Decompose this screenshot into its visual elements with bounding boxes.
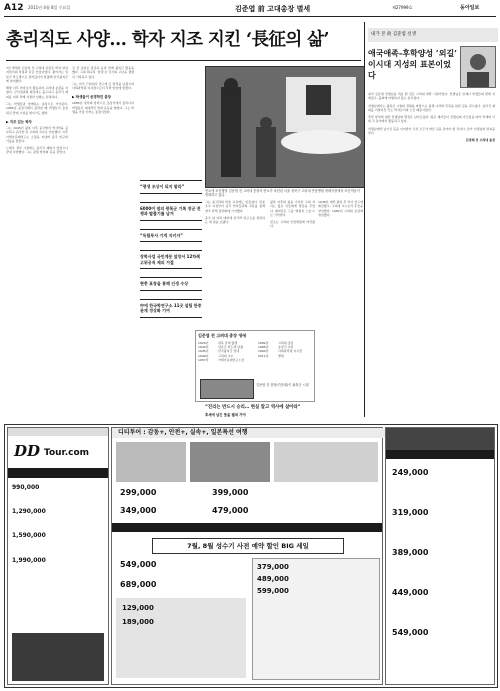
ad-price: 1,290,000 [12,508,46,516]
sidebar-divider [364,22,365,417]
table-row: 1982년 고려대 총장 [258,341,294,345]
pull-quote: 6000여 점의 광복군 기록 장군 전쟁과 탈출기를 남겨 [140,202,202,221]
old-photo [200,379,254,399]
paragraph: 중국 내 여러 대학에 한국학 연구소를 설립하는 데 힘을 보탰다. [205,215,265,225]
paragraph: 7일 별세한 김준엽 전 고려대 총장은 학자 양심 지킴이의 상징과 같은 인물이었다. 젊어서는 일본군 학도병으로 끌려갔다가 탈출해 한국광복군에 참여했다. [6,66,68,83]
ad-price: 379,000 [257,563,289,571]
table-row: 2011년 별세 [258,353,284,358]
paragraph: 해방 이후 학자로서 활동하며 고려대 총장을 지냈다. 군사정권의 회유에도 불구하고 총리직 제의를 여러 차례 거절한 일화는 유명하다. [6,86,68,99]
ad-price: 990,000 [12,484,40,491]
ad-price-list [12,486,104,563]
paragraph: 그는 1945년 광복 이후 중국에서 역사학을 공부하고 귀국한 뒤 고려대 교수로 부임했다. 이후 아세아문제연구소 소장을 지내며 중국 연구의 기틀을 닦았다. [6,125,68,143]
article-column-1 [6,66,68,409]
article-column-3 [205,200,265,325]
ad-photo [190,442,270,482]
ad-price: 389,000 [392,548,429,557]
pull-quote: 장학사업 국민계몽 앞장서 12차례 고위공직 제의 거절 [140,250,202,269]
main-headline: 총리직도 사양… 학자 지조 지킨 ‘長征의 삶’ [6,30,329,50]
article-column-4 [270,200,315,325]
table-row: 1945년 한국광복군 입대 [198,349,240,354]
tour-ad-left [7,427,109,685]
issue-date: 2011년 4월 8일 수요일 [28,5,71,10]
subheading: ▶ 지조 있는 학자 [6,119,32,124]
paragraph: 김 전 총장은 장준하 등과 함께 광복군 활동을 했다. 그의 회고록 ‘장정’은 당시의 고난을 생생히 기록하고 있다. [72,66,134,79]
paragraph: 후학 양성에 대한 선생님의 열정은 남다르셨다. 많은 제자들이 선생님의 가르침을 따라 학계와 사회 각 분야에서 활동하고 있다. [368,115,495,124]
ad-photo [274,442,378,482]
ad-top-strip [8,428,108,436]
paragraph: 빈소는 고려대 안암병원에 마련됐다. [270,220,315,229]
sidebar-signature: 김정배 전 고려대 총장 [465,138,495,143]
article-column-5 [318,200,363,325]
paragraph: 1985년 정부의 압력으로 총장직에서 물러나자 학생들은 대대적인 반대 운동을 벌였다. 그는 학생을 가장 아끼는 총장이었다. [72,101,134,115]
ad-price: 319,000 [392,508,429,517]
table-row: 1957년 아세아문제연구소장 [198,357,245,362]
pull-quote-column [140,180,202,318]
ad-phone: 02)772-5810 [252,534,288,540]
funeral-photo [205,66,365,188]
ad-price: 479,000 [212,506,249,515]
table-row: 1944년 일본군 학도병 탈출 [198,345,244,350]
ad-price: 599,000 [257,587,289,595]
ad-phone: 02)7777-114 [12,478,55,485]
ad-price: 549,000 [392,628,429,637]
table-row: 1920년 평북 강계 출생 [198,341,238,345]
paragraph: 내가 김준엽 선생님을 처음 뵌 것은 고려대 재학 시절이었다. 선생님은 언제나 학생들의 편에 서 계셨고, 불의에 타협하지 않는 분이셨다. [368,92,495,101]
ad-price: 349,000 [120,506,157,515]
section-title: 김준엽 前 고대총장 별세 [235,5,311,13]
paragraph: 선생님께서 남기신 뜻을 이어받아 우리 모두가 바른 길을 걸어야 할 것이다. 삼가 선생님의 명복을 빈다. [368,126,495,136]
pull-quote: 中에 한국학연구소 11곳 설립 한중 관계 정상화 기여 [140,299,202,318]
ad-brand: Tour.com [44,448,90,458]
ad-phone-bar [386,450,494,467]
ad-price: 1,590,000 [12,532,46,540]
advertisement-block [4,424,498,688]
paragraph: 노태우 정부 시절에도 총리직 제의가 있었으나 끝내 사양했다. 그는 평생 학자의 길을 걸었다. [6,146,68,155]
funeral-photo-graphic [206,67,364,187]
paragraph: 그는 중국과의 학술 교류에도 앞장섰다. 한중 수교 이전부터 중국 학자들과의 교류를 통해 양국 관계 정상화에 기여했다. [205,200,265,213]
sidebar-label: 내가 본 故 김준엽 선생 [368,28,498,42]
subheading: ▶ 학생들이 존경하던 총장 [72,95,111,100]
paragraph: 1948년 대학 졸업 후 역사 연구에 매진했고, 고려대 교수로서 후진을 양성했다. 1982년 고려대 총장에 취임했다. [318,200,363,217]
photo-caption: 빈소에 조문행렬 김준엽 전 고려대 총장의 빈소가 마련된 서울 성북구 고려대 안암병원 장례식장에서 조문객들이 헌화하고 있다. [205,189,360,198]
biography-table [195,330,315,402]
ad-center-title: 디티투어 : 감동+, 안전+, 실속+, 일본특선 여행 [112,428,388,438]
headline-rule [6,60,361,61]
pull-quote: “평생 조상이 되지 말라” [140,180,202,194]
ad-price: 549,000 [120,560,157,569]
ad-price: 299,000 [120,488,157,497]
ad-phone-bar [112,523,382,540]
sidebar-body [368,92,495,410]
ad-photo [386,428,494,450]
ad-price: 399,000 [212,488,249,497]
tour-ad-right [385,427,495,685]
table-title: 김준엽 전 고려대 총장 생애 [198,333,247,338]
paragraph: 선생님께서는 광복군 시절의 경험을 바탕으로 평생 나라와 민족을 위한 길을 걸으셨다. 총리직 제의를 거절하신 것도 학자로서의 소신 때문이었다. [368,103,495,112]
dd-logo: DD [14,442,41,460]
header-rule [4,16,496,17]
ad-info-box [116,598,246,678]
article-column-2 [72,66,134,409]
ad-package-box [252,558,380,680]
sub-headline: 후세에 남긴 뜻을 펼쳐 가야 [205,413,246,417]
table-row: 1990년 사회과학원 이사장 [258,349,303,354]
sidebar-headline: 애국애족-후학양성 ‘외길’ 이시대 지성의 표본이었다 [368,48,457,80]
ad-bottom-photo [12,633,104,681]
ad-phone-bar [8,468,108,485]
tour-ad-center [111,427,383,685]
ad-price: 1,990,000 [12,556,46,564]
ad-price: 449,000 [392,588,429,597]
ad-phone: 02)772-5810 [426,461,462,467]
table-row: 1985년 총장직 사임 [258,345,294,350]
paragraph: 그는 한국 근현대사 연구에 큰 업적을 남겼으며 사회과학원 이사장으로서 후학 양성에 힘썼다. [72,81,134,91]
ad-photo [116,442,186,482]
page-number: A12 [4,3,24,13]
ad-price: 489,000 [257,575,289,583]
table-row: 1949년 고려대 교수 [198,353,234,358]
ad-price: 129,000 [122,604,154,612]
quote-headline: “진리는 반드시 승리… 현실 말고 역사에 살아라” [205,405,301,410]
pull-quote: “독립투사 기개 지키자” [140,229,202,243]
portrait-graphic [461,47,495,87]
issue-number: 제27999호 [392,5,413,10]
table-photo-caption: 김준엽 전 총장(가운데)이 광복군 시절 [256,383,309,387]
ad-price: 689,000 [120,580,157,589]
author-portrait [460,46,496,88]
ad-price: 189,000 [122,618,154,626]
ad-price: 249,000 [392,468,429,477]
paragraph: 광복 이후의 삶을 기록한 그의 저서는 많은 이들에게 영감을 주었다. 제자들은 그를 ‘영원한 스승’으로 기억한다. [270,200,315,217]
pull-quote: 현충 표창을 통해 인생 수상 [140,277,202,291]
newspaper-name: 동아일보 [460,5,480,11]
ad-sale-banner: 7월, 8월 성수기 사전 예약 할인 BIG 세일 [152,538,344,554]
paragraph: 그는 학생들과 함께하는 총장으로 기억된다. 1985년 총장직에서 물러날 때 학생들이 총장 퇴진 반대 시위를 벌이기도 했다. [6,102,68,115]
